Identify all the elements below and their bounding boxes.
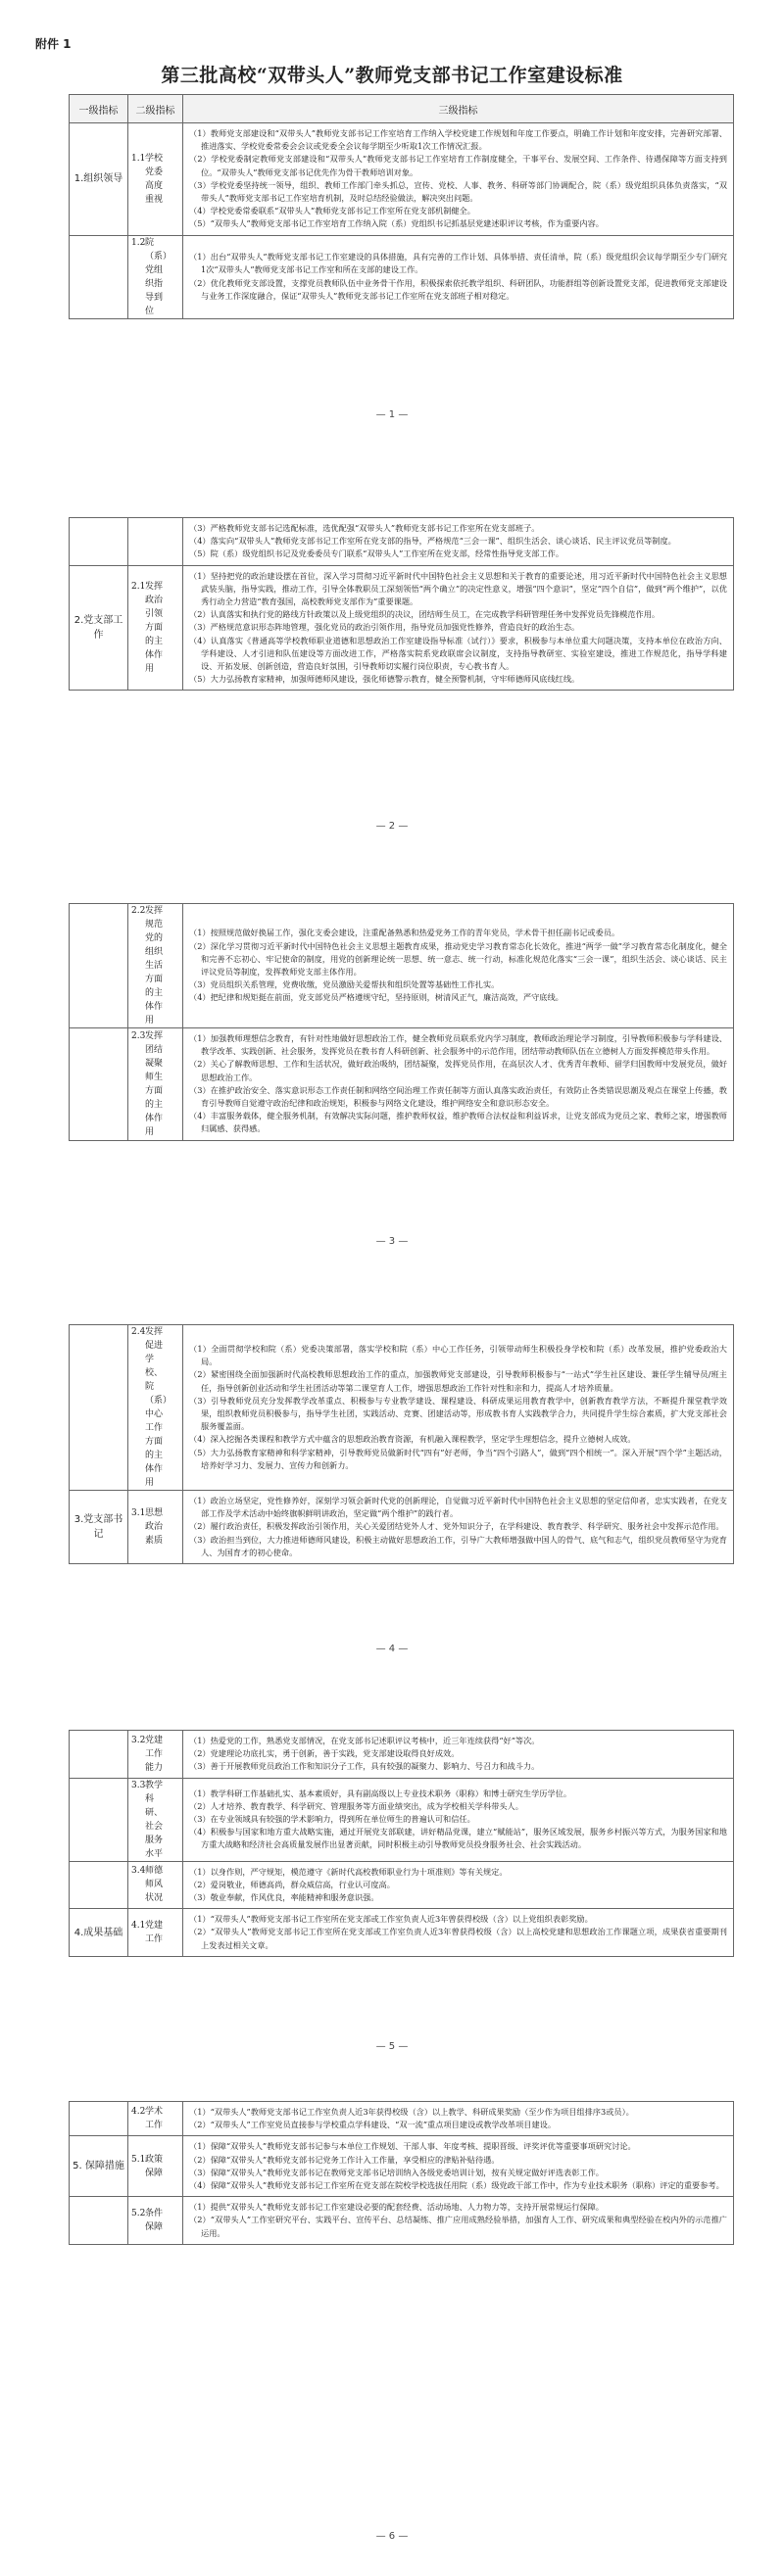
document-title: 第三批高校“双带头人”教师党支部书记工作室建设标准 (161, 65, 623, 86)
level3-indicators (183, 1778, 734, 1861)
table-row (70, 1028, 734, 1141)
level3-indicators (183, 235, 734, 318)
level2-number: 2.4 (131, 1327, 146, 1337)
level3-indicators (183, 1861, 734, 1909)
level3-indicators (183, 1491, 734, 1564)
level3-item: （1）热爱党的工作，熟悉党支部情况，在党支部书记述职评议考核中，近三年连续获得“好”等次。 (189, 1736, 540, 1745)
level2-indicator (128, 1909, 183, 1957)
level3-indicators (183, 1325, 734, 1491)
level3-item: （3）敬业奉献，作风优良，率能精神和服务意识强。 (189, 1892, 379, 1903)
table-row (70, 2102, 734, 2136)
level3-item: （2）党建理论功底扎实，勇于创新，善于实践，党支部建设取得良好成效。 (189, 1748, 460, 1759)
level2-number: 2.3 (131, 1030, 146, 1041)
level2-label: 思想政治素质 (145, 1508, 164, 1546)
level2-number: 2.2 (131, 906, 146, 916)
page-number: — 5 — (375, 2041, 409, 2052)
annex-label: 附件 1 (35, 37, 72, 51)
level1-indicator: 2.党支部工作 (70, 565, 128, 691)
level2-label: 党建工作能力 (145, 1735, 164, 1773)
level3-item: （2）学校党委制定教师党支部建设和“双带头人”教师党支部书记工作室培育工作制度健全，干事平台、发展空间、工作条件、待遇保障等方面支持到位。“双带头人”教师党支部书记优先作为骨干教师培训对象。 (189, 154, 727, 177)
level2-label: 政策保障 (145, 2154, 164, 2178)
level3-item: （2）关心了解教师思想、工作和生活状况，做好政治吸纳，团结凝聚，发挥党员作用，在高层次人才、优秀青年教师、留学归国教师中发展党员，做好思想政治工作。 (189, 1059, 727, 1082)
level3-item: （5）大力弘扬教育家精神，加强师德师风建设，强化师德警示教育，健全预警机制，守牢师德师风底线红线。 (189, 674, 580, 685)
level3-item: （2）深化学习贯彻习近平新时代中国特色社会主义思想主题教育成果，推动党史学习教育常态化长效化，推进“两学一做”学习教育常态化制度化，健全和完善不忘初心、牢记使命的制度，用党的创新理论统一思想、统一意志、统一行动，标准化规范化落实“三会一课”，组织生活会、谈心谈话、民主评议党员等制度，发挥教师党支部主体作用。 (189, 940, 727, 977)
level3-item: （4）丰富服务载体，健全服务机制，有效解决实际问题，推护教师权益，维护教师合法权益和利益诉求，让党支部成为党员之家、教师之家，增强教师归属感、获得感。 (189, 1111, 727, 1134)
level3-item: （2）爱岗敬业，师德高尚，群众威信高，行业认可度高。 (189, 1879, 395, 1889)
level3-indicators (183, 2197, 734, 2245)
level3-indicators (183, 1028, 734, 1141)
level2-indicator (128, 1491, 183, 1564)
level1-indicator (70, 1325, 128, 1491)
level2-label: 条件保障 (145, 2209, 164, 2233)
level2-label: 学术工作 (145, 2107, 164, 2131)
level3-item: （1）教学科研工作基础扎实、基本素质好，具有副高级以上专业技术职务（职称）和博士研究生学历学位。 (189, 1788, 572, 1798)
level3-item: （2）“双带头人”教师党支部书记工作室所在党支部或工作室负责人近3年曾获得校级（含）以上高校党建和思想政治工作课题立项，成果获省重要期刊上发表过相关文章。 (189, 1927, 727, 1950)
level2-number: 3.4 (131, 1866, 146, 1877)
level3-item: （3）学校党委坚持统一领导，组织、教师工作部门牵头抓总，宣传、党校、人事、教务、科研等部门协调配合，院（系）级党组织具体负责落实，“双带头人”教师党支部书记工作室培育机制，及时总结经验做法，解决突出问题。 (189, 179, 727, 204)
standards-table (69, 94, 734, 319)
standards-table (69, 1324, 734, 1564)
level3-indicators (183, 2102, 734, 2136)
level3-item: （5）“双带头人”教师党支部书记工作室培育工作纳入院（系）党组织书记抓基层党建述职评议考核，作为重要内容。 (189, 218, 604, 229)
level3-item: （1）以身作则，严守规矩，模范遵守《新时代高校教师职业行为十项准则》等有关规定。 (189, 1866, 508, 1877)
level2-number: 5.1 (131, 2154, 146, 2165)
level3-item: （2）认真落实和执行党的路线方针政策以及上级党组织的决议，团结师生员工，在完成教学科研管理任务中发挥党员先锋模范作用。 (189, 609, 661, 620)
table-row (70, 123, 734, 236)
level1-indicator (70, 1861, 128, 1909)
table-row (70, 1491, 734, 1564)
table-section (69, 517, 733, 691)
table-row (70, 1731, 734, 1779)
level2-number: 4.1 (131, 1921, 146, 1932)
level2-indicator (128, 123, 183, 236)
table-section (69, 903, 733, 1141)
level3-item: （4）认真落实《普通高等学校教师职业道德和思想政治工作室建设指导标准（试行）》要求，积极参与本单位重大问题决策，支持本单位在政治方向、学科建设、人才引进和队伍建设等方面改进工作，严格落实院系党政联席会议制度，支持指导教研室、实验室建设，推进工作规范化，指导学科建设、开拓发展、创新创造，营造良好氛围，引导教师切实履行岗位职责，专心教书育人。 (189, 635, 727, 672)
header-level3: 三级指标 (183, 95, 734, 123)
level3-item: （1）政治立场坚定，党性修养好，深刻学习领会新时代党的创新理论，自觉做习近平新时代中国特色社会主义思想的坚定信仰者，忠实实践者，在党支部工作及学术活动中始终旗帜鲜明讲政治，坚定做“两个维护”的践行者。 (189, 1496, 727, 1519)
level3-indicators (183, 565, 734, 691)
table-row (70, 518, 734, 566)
table-section (69, 94, 733, 319)
level3-item: （1）保障“双带头人”教师党支部书记参与本单位工作规划、干部人事、年度考核、提职晋级、评奖评优等重要事项研究讨论。 (189, 2141, 636, 2152)
level3-item: （3）严格教师党支部书记选配标准，选优配强“双带头人”教师党支部书记工作室所在党支部班子。 (189, 523, 540, 533)
level2-indicator (128, 2136, 183, 2197)
level3-item: （2）紧密围绕全面加强新时代高校教师思想政治工作的重点，加强教师党支部建设，引导教师积极参与“一站式”学生社区建设、兼任学生辅导员/班主任，指导创新创业活动和学生社团活动等第二课堂育人工作，增强思想政治工作针对性和亲和力，提高人才培养质量。 (189, 1369, 727, 1393)
level3-item: （1）教师党支部建设和“双带头人”教师党支部书记工作室培育工作纳入学校党建工作规划和年度工作要点，明确工作计划和年度安排，完善研究部署、推进落实、学校党委常委会会议或党委全会议每学期至少听取1次工作情况汇报。 (189, 128, 727, 152)
level3-item: （2）优化教师党支部设置，支撑党员教师队伍中业务骨干作用，积极探索依托教学组织、科研团队，功能群组等创新设置党支部，促进教师党支部建设与业务工作深度融合，保证“双带头人”教师党支部书记工作室所在党支部班子相对稳定。 (189, 277, 727, 301)
level2-label: 发挥促进学校、院（系）中心工作方面的主体作用 (145, 1327, 168, 1488)
level3-indicators (183, 518, 734, 566)
table-header-row (70, 95, 734, 123)
table-row (70, 235, 734, 318)
level3-item: （1）出台“双带头人”教师党支部书记工作室建设的具体措施，具有完善的工作计划、具体举措、责任清单，院（系）级党组织会议每学期至少专门研究1次“双带头人”教师党支部书记工作室和所在支部的建设工作。 (189, 252, 727, 275)
level3-item: （2）保障“双带头人”教师党支部书记党务工作计入工作量，享受相应的津贴补贴待遇。 (189, 2154, 500, 2165)
level3-item: （4）保障“双带头人”教师党支部书记工作室所在党支部在院校学校选拔任用院（系）级党政干部工作中，作为专业技术职务（职称）评定的重要参考。 (189, 2180, 724, 2191)
level3-item: （4）深入挖掘各类课程和教学方式中蕴含的思想政治教育资源，有机融入课程教学，坚定学生理想信念，提升立德树人成效。 (189, 1434, 636, 1445)
table-row (70, 2197, 734, 2245)
level2-number: 3.3 (131, 1780, 146, 1790)
level1-indicator (70, 2197, 128, 2245)
level3-item: （3）善于开展教师党员政治工作和知识分子工作，具有较强的凝聚力、影响力、号召力和战斗力。 (189, 1761, 540, 1772)
level3-indicators (183, 1909, 734, 1957)
level2-label: 学校党委高度重视 (145, 153, 164, 205)
level2-label: 院（系）党组织指导到位 (145, 237, 168, 316)
level2-label: 教学科研、社会服务水平 (145, 1780, 164, 1859)
level3-item: （5）院（系）级党组织书记及党委委员专门联系“双带头人”工作室所在党支部，经常性指导党支部工作。 (189, 549, 564, 559)
level3-item: （3）保障“双带头人”教师党支部书记在教师党支部书记培训纳入各级党委培训计划，按有关规定做好评选表彰工作。 (189, 2167, 604, 2177)
level1-indicator: 3.党支部书记 (70, 1491, 128, 1564)
level3-item: （5）大力弘扬教育家精神和科学家精神，引导教师党员做新时代“四有”好老师，争当“四个引路人”，做到“四个相统一”。深入开展“四个学”主题活动，培养好学习力、发展力、宣传力和创新力。 (189, 1447, 727, 1470)
level3-item: （2）履行政治责任，积极发挥政治引领作用，关心关爱团结党外人才、党外知识分子，在学科建设、教育教学、科学研究、服务社会中发挥示范作用。 (189, 1521, 724, 1532)
level2-number: 5.2 (131, 2209, 146, 2219)
level2-indicator (128, 1778, 183, 1861)
level3-item: （1）全面贯彻学校和院（系）党委决策部署，落实学校和院（系）中心工作任务，引领带动师生积极投身学校和院（系）改革发展，推护党委政治大局。 (189, 1343, 727, 1367)
level2-label: 发挥团结凝聚师生方面的主体作用 (145, 1030, 164, 1137)
page-number: — 4 — (375, 1644, 409, 1654)
table-section (69, 1324, 733, 1564)
level2-number: 3.2 (131, 1735, 146, 1745)
level1-indicator: 1.组织领导 (70, 123, 128, 236)
level3-item: （3）政治担当到位，大力推进师德师风建设，积极主动做好思想政治工作，引导广大教师增强做中国人的骨气、底气和志气，组织党员教师坚守为党育人、为国育才的初心使命。 (189, 1534, 727, 1557)
table-row (70, 565, 734, 691)
level3-indicators (183, 2136, 734, 2197)
level1-indicator: 5. 保障措施 (70, 2136, 128, 2197)
table-section (69, 2101, 733, 2245)
level2-label: 师德师风状况 (145, 1866, 164, 1904)
level2-indicator (128, 235, 183, 318)
level1-indicator (70, 904, 128, 1028)
table-row (70, 1325, 734, 1491)
level2-label: 发挥规范党的组织生活方面的主体作用 (145, 906, 164, 1026)
level2-label: 发挥政治引领方面的主体作用 (145, 582, 164, 675)
level2-indicator (128, 2102, 183, 2136)
level3-item: （3）严格规范意识形态阵地管理，强化党员的政治引领作用，指导党员加强党性修养，营造良好的政治生态。 (189, 622, 580, 633)
level2-indicator (128, 1028, 183, 1141)
level2-indicator (128, 1731, 183, 1779)
level3-item: （1）提供“双带头人”教师党支部书记工作室建设必要的配套经费、活动场地、人力物力等，支持开展常规运行保障。 (189, 2202, 604, 2213)
level2-label: 党建工作 (145, 1921, 164, 1945)
level3-item: （3）引导教师党员充分发挥教学改革重点、积极参与专业教学建设、课程建设、科研成果运用教育教学中，创新教育教学方法，不断提升课堂教学效果，组织教师党员积极参与，指导学生社团，实践活动、竞赛、团建活动等，形成教书育人实践教学合力，共同提升学生综合素质，扩大党支部社会服务覆盖面。 (189, 1395, 727, 1432)
page-number: — 2 — (375, 821, 409, 832)
level1-indicator (70, 518, 128, 566)
level3-item: （1）加强教师理想信念教育，有针对性地做好思想政治工作，健全教师党员联系党内学习制度，教师政治理论学习制度，引导教师积极参与学科建设、教学改革、实践创新、社会服务，发挥党员在教书育人科研创新、社会服务中的示范作用，团结带动教师队伍在立德树人方面发挥模范带头作用。 (189, 1033, 727, 1057)
page-number: — 6 — (375, 2531, 409, 2542)
level1-indicator: 4.成果基础 (70, 1909, 128, 1957)
table-row (70, 904, 734, 1028)
level2-indicator (128, 1861, 183, 1909)
level1-indicator (70, 2102, 128, 2136)
page-number: — 1 — (375, 409, 409, 420)
level3-item: （4）落实向“双带头人”教师党支部书记工作室所在党支部的指导，严格规范“三会一课”、组织生活会、谈心谈话、民主评议党员等制度。 (189, 536, 676, 547)
level2-number: 1.2 (131, 237, 146, 248)
level3-item: （2）人才培养、教育教学、科学研究、管理服务等方面业绩突出，成为学校相关学科带头人。 (189, 1800, 523, 1811)
standards-table (69, 517, 734, 691)
standards-table (69, 903, 734, 1141)
standards-table (69, 1730, 734, 1957)
level3-indicators (183, 904, 734, 1028)
level1-indicator (70, 1731, 128, 1779)
level2-number: 2.1 (131, 582, 146, 593)
table-row (70, 1909, 734, 1957)
level1-indicator (70, 235, 128, 318)
table-section (69, 1730, 733, 1957)
level2-number: 4.2 (131, 2107, 146, 2118)
level3-item: （3）党员组织关系管理，党费收缴，党员激励关爱帮扶和组织处置等基础性工作扎实。 (189, 979, 500, 990)
level3-item: （3）在推护政治安全、落实意识形态工作责任制和网络空间治理工作责任制等方面认真落实政治责任，有效防止各类错误思潮及观点在课堂上传播，教育引导教师自觉遵守政治纪律和政治规矩，积极参与网络文化建设，维护网络安全和意识形态安全。 (189, 1084, 727, 1109)
level3-item: （2）“双带头人”工作室研究平台、实践平台、宣传平台、总结凝练、推广应用成熟经验举措，加强育人工作、研究成果和典型经验在校内外的示范推广运用。 (189, 2215, 727, 2238)
level3-item: （4）把纪律和规矩挺在前面，党支部党员严格遵规守纪，坚持原则，树清风正气，廉洁高效，严守底线。 (189, 992, 564, 1003)
level3-indicators (183, 1731, 734, 1779)
level2-number: 3.1 (131, 1508, 146, 1518)
level1-indicator (70, 1778, 128, 1861)
level3-item: （1）“双带头人”教师党支部书记工作室负责人近3年获得校级（含）以上教学、科研成果奖励（至少作为项目组排序3或员）。 (189, 2107, 634, 2117)
page-number: — 3 — (375, 1236, 409, 1247)
level3-item: （3）在专业领域具有较强的学术影响力，得到所在单位师生的普遍认可和信任。 (189, 1814, 475, 1824)
level3-item: （2）“双带头人”工作室党员直接参与学校重点学科建设、“双一流”重点项目建设或教学改革项目建设。 (189, 2120, 557, 2130)
header-level2: 二级指标 (128, 95, 183, 123)
level3-indicators (183, 123, 734, 236)
level2-indicator (128, 565, 183, 691)
table-row (70, 2136, 734, 2197)
level2-indicator (128, 518, 183, 566)
header-level1: 一级指标 (70, 95, 128, 123)
table-row (70, 1778, 734, 1861)
level2-number: 1.1 (131, 153, 146, 164)
level3-item: （1）按照规范做好换届工作，强化支委会建设，注重配备熟悉和热爱党务工作的青年党员，学术骨干担任副书记或委员。 (189, 928, 620, 938)
level2-indicator (128, 904, 183, 1028)
standards-table (69, 2101, 734, 2245)
table-row (70, 1861, 734, 1909)
level2-indicator (128, 1325, 183, 1491)
level3-item: （4）学校党委常委联系“双带头人”教师党支部书记工作室所在党支部机制健全。 (189, 206, 475, 216)
level2-indicator (128, 2197, 183, 2245)
level3-item: （4）积极参与国家和地方重大战略实施，通过开展党支部联建，讲好精品党课，建立“赋能站”，服务区域发展，服务乡村振兴等方式，为服务国家和地方重大战略和经济社会高质量发展作出显著贡献，同时积极主动引导教师党员投身服务社会、社会实践活动。 (189, 1827, 727, 1850)
level1-indicator (70, 1028, 128, 1141)
level3-item: （1）“双带头人”教师党支部书记工作室所在党支部或工作室负责人近3年曾获得校级（含）以上党组织表彰奖励。 (189, 1914, 593, 1925)
level3-item: （1）坚持把党的政治建设摆在首位，深入学习贯彻习近平新时代中国特色社会主义思想和关于教育的重要论述，用习近平新时代中国特色社会主义思想武装头脑，指导实践，推动工作，引导全体教职员工深刻领悟“两个确立”的决定性意义，增强“四个意识”，坚定“四个自信”，做到“两个维护”，以优秀行动全力营造“教育强国，高校教师党支部作为”重要课题。 (189, 570, 727, 607)
